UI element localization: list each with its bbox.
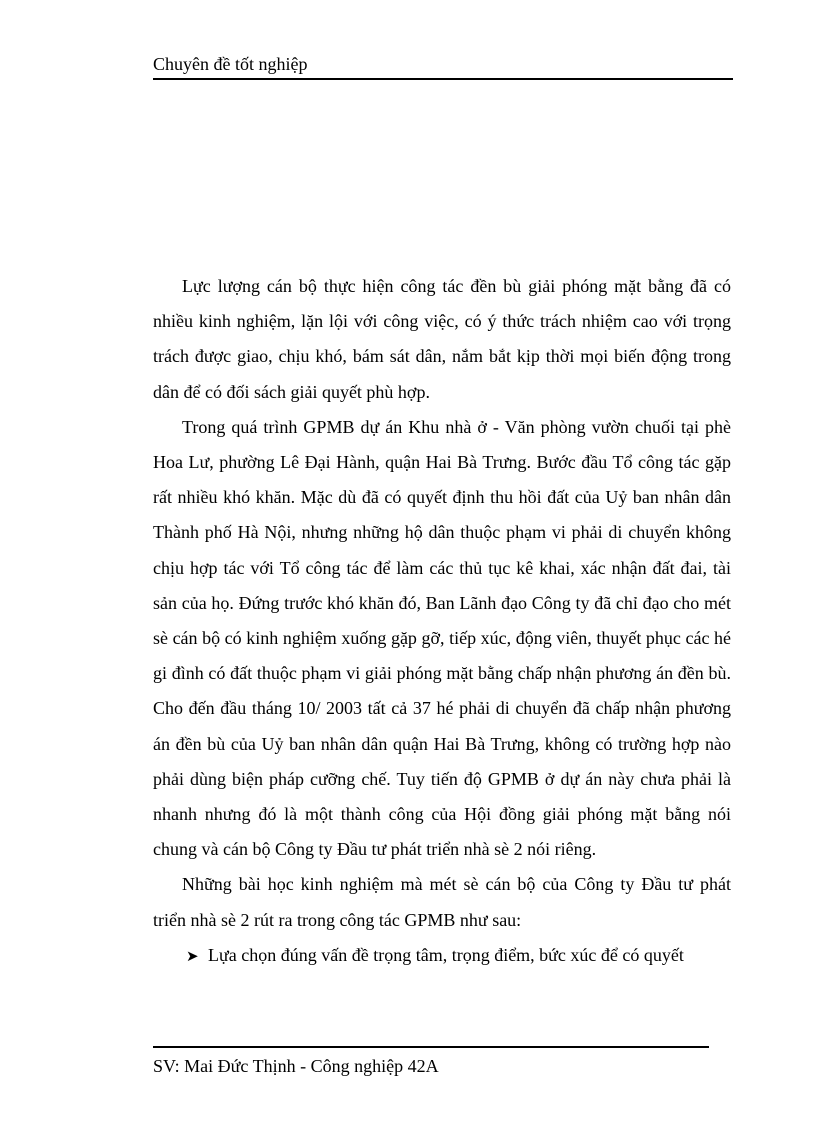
paragraph-1: Lực lượng cán bộ thực hiện công tác đền bù giải phóng mặt bằng đã có nhiều kinh nghiệm, lặn lội với công việc, có ý thức trách nhiệm cao với trọng trách được giao, chịu khó, bám sát dân, nắm bắt kịp thời mọi biến động trong dân để có đối sách giải quyết phù hợp. [153, 276, 731, 402]
footer-text: SV: Mai Đức Thịnh - Công nghiệp 42A [153, 1056, 439, 1076]
bullet-item-text: Lựa chọn đúng vấn đề trọng tâm, trọng điểm, bức xúc để có quyết [208, 944, 684, 965]
paragraph-3: Những bài học kinh nghiệm mà mét sè cán bộ của Công ty Đầu tư phát triển nhà sè 2 rút ra trong công tác GPMB như sau: [153, 874, 731, 930]
document-body [153, 269, 731, 975]
page-footer [153, 1046, 709, 1076]
paragraph-2: Trong quá trình GPMB dự án Khu nhà ở - Văn phòng vườn chuối tại phè Hoa Lư, phường Lê Đại Hành, quận Hai Bà Trưng. Bước đầu Tổ công tác gặp rất nhiều khó khăn. Mặc dù đã có quyết định thu hồi đất của Uỷ ban nhân dân Thành phố Hà Nội, nhưng những hộ dân thuộc phạm vi phải di chuyển không chịu hợp tác với Tổ công tác để làm các thủ tục kê khai, xác nhận đất đai, tài sản của họ. Đứng trước khó khăn đó, Ban Lãnh đạo Công ty đã chỉ đạo cho mét sè cán bộ có kinh nghiệm xuống gặp gỡ, tiếp xúc, động viên, thuyết phục các hé gi đình có đất thuộc phạm vi giải phóng mặt bằng chấp nhận phương án đền bù. Cho đến đầu tháng 10/ 2003 tất cả 37 hé phải di chuyển đã chấp nhận phương án đền bù của Uỷ ban nhân dân quận Hai Bà Trưng, không có trường hợp nào phải dùng biện pháp cưỡng chế. Tuy tiến độ GPMB ở dự án này chưa phải là nhanh nhưng đó là một thành công của Hội đồng giải phóng mặt bằng nói chung và cán bộ Công ty Đầu tư phát triển nhà sè 2 nói riêng. [153, 416, 731, 860]
header-title: Chuyên đề tốt nghiệp [153, 54, 308, 74]
arrowhead-bullet-icon: ➤ [186, 948, 199, 965]
bullet-item-1 [153, 938, 731, 975]
page-header [153, 52, 733, 80]
